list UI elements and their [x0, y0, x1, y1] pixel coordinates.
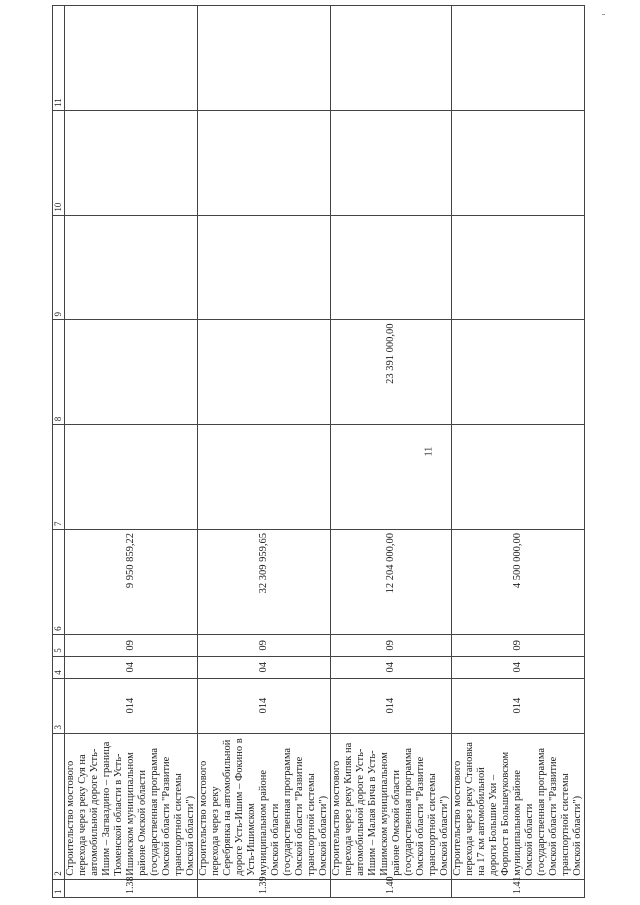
col-header: 3: [53, 678, 65, 733]
col-header: 11: [53, 6, 65, 111]
col-header: 7: [53, 425, 65, 530]
page-number: 11: [423, 446, 435, 457]
amount-col-7: [331, 425, 452, 530]
col-header: 6: [53, 530, 65, 635]
amount-col-10: [452, 110, 585, 215]
amount-col-6-value: 9 950 859,22: [125, 533, 136, 589]
row-number: 1.41: [452, 879, 585, 897]
amount-col-11: [452, 6, 585, 111]
amount-col-11: [65, 6, 198, 111]
amount-col-9: [452, 215, 585, 320]
object-name: Строительство мостового перехода через реку Серебрянка на автомобильной дороге Усть-Ишим – Фокино в Усть-Ишимском муниципальном районе Омской области (государственная программа Омской области "Развитие транспортной системы Омской области"): [198, 733, 331, 879]
amount-col-9: [65, 215, 198, 320]
col-header: 8: [53, 320, 65, 425]
amount-col-10: [65, 110, 198, 215]
table-row: [198, 6, 331, 898]
amount-col-6: [452, 530, 585, 635]
amount-col-11: [198, 6, 331, 111]
amount-col-6-value: 32 309 959,65: [258, 533, 269, 594]
amount-col-6-value: 12 204 000,00: [385, 533, 396, 594]
subsection-code: [65, 634, 198, 656]
row-number: 1.40: [331, 879, 452, 897]
section-code: [452, 656, 585, 678]
admin-code: [65, 678, 198, 733]
table-row: [452, 6, 585, 898]
table-row: [331, 6, 452, 898]
amount-col-10: [198, 110, 331, 215]
col-header: 10: [53, 110, 65, 215]
section-code-value: 04: [125, 661, 136, 673]
subsection-code: [452, 634, 585, 656]
row-number: 1.38: [65, 879, 198, 897]
section-code: [331, 656, 452, 678]
subsection-code-value: 09: [125, 640, 136, 651]
section-code-value: 04: [385, 661, 396, 673]
col-header: 9: [53, 215, 65, 320]
object-name: Строительство мостового перехода через реку Кипяк на автомобильной дороге Усть-Ишим – Малая Бича в Усть-Ишимском муниципальном районе Омской области (государственная программа Омской области "Развитие транспортной системы Омской области"): [331, 733, 452, 879]
subsection-code-value: 09: [258, 640, 269, 651]
amount-col-6: [65, 530, 198, 635]
subsection-code: [198, 634, 331, 656]
admin-code-value: 014: [385, 697, 396, 714]
amount-col-7: [452, 425, 585, 530]
amount-col-8: [331, 320, 452, 425]
section-code-value: 04: [512, 661, 523, 673]
subsection-code-value: 09: [385, 640, 396, 651]
subsection-code-value: 09: [512, 640, 523, 651]
admin-code: [331, 678, 452, 733]
amount-col-6-value: 4 500 000,00: [512, 533, 523, 589]
section-code: [198, 656, 331, 678]
rotated-page: [52, 5, 583, 898]
amount-col-8: [65, 320, 198, 425]
admin-code-value: 014: [258, 697, 269, 714]
admin-code-value: 014: [512, 697, 523, 714]
table-row: [65, 6, 198, 898]
amount-col-11: [331, 6, 452, 111]
admin-code-value: 014: [125, 697, 136, 714]
amount-col-6: [198, 530, 331, 635]
admin-code: [452, 678, 585, 733]
amount-col-9: [198, 215, 331, 320]
row-number: 1.39: [198, 879, 331, 897]
col-header: 1: [53, 879, 65, 897]
column-number-row: [53, 6, 65, 898]
scan-speck: [602, 14, 605, 15]
col-header: 2: [53, 733, 65, 879]
amount-col-6: [331, 530, 452, 635]
amount-col-9: [331, 215, 452, 320]
object-name: Строительство мостового перехода через реку Суя на автомобильной дороге Усть-Ишим – Загваздино – граница Тюменской области в Усть-Ишимском муниципальном районе Омской области (государственная программа Омской области "Развитие транспортной системы Омской области"): [65, 733, 198, 879]
amount-col-8: [452, 320, 585, 425]
object-name: Строительство мостового перехода через реку Становка на 17 км автомобильной дороги Большие Уки – Форпост в Большеуковском муниципальном районе Омской области (государственная программа Омской области "Развитие транспортной системы Омской области"): [452, 733, 585, 879]
subsection-code: [331, 634, 452, 656]
amount-col-7: [198, 425, 331, 530]
section-code-value: 04: [258, 661, 269, 673]
amount-col-10: [331, 110, 452, 215]
admin-code: [198, 678, 331, 733]
budget-table: [52, 5, 585, 898]
amount-col-8: [198, 320, 331, 425]
amount-col-7: [65, 425, 198, 530]
section-code: [65, 656, 198, 678]
amount-col-8-value: 23 391 000,00: [385, 323, 396, 384]
col-header: 5: [53, 634, 65, 656]
col-header: 4: [53, 656, 65, 678]
